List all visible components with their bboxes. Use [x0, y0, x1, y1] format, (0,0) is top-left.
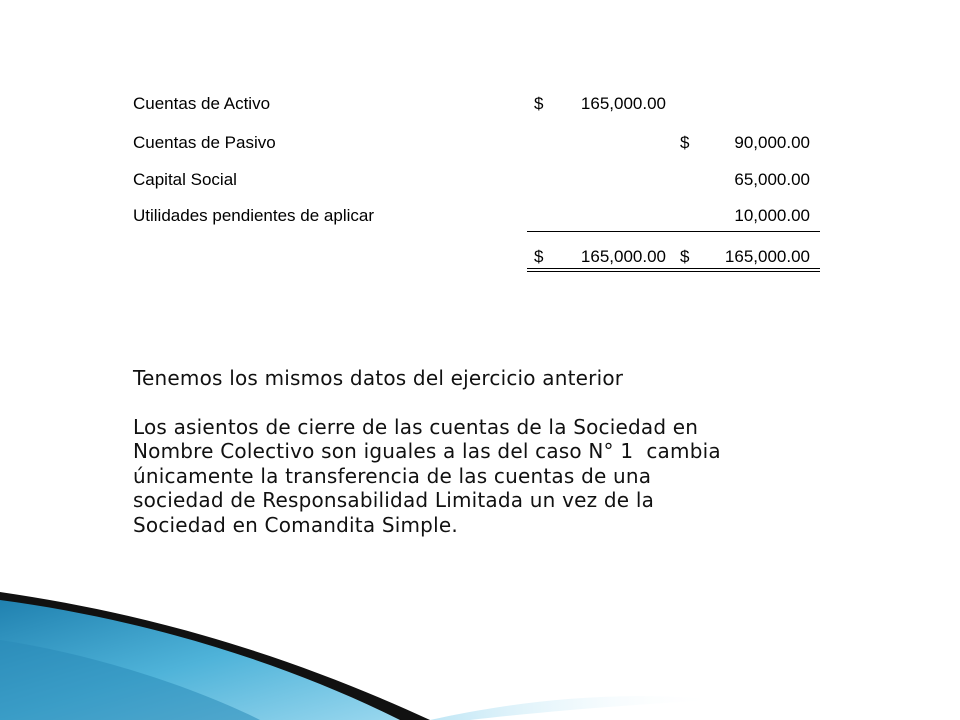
notes-line-1: Los asientos de cierre de las cuentas de la Sociedad en: [133, 414, 699, 439]
notes-line-4: sociedad de Responsabilidad Limitada un vez de la: [133, 488, 655, 512]
notes-line-2: Nombre Colectivo son iguales a las del caso N° 1 cambia: [133, 439, 721, 463]
credit-amount: 10,000.00: [734, 206, 810, 225]
row-label-activo: Cuentas de Activo: [133, 94, 271, 113]
total-credit-amount: 165,000.00: [724, 247, 810, 266]
row-label-utilidades: Utilidades pendientes de aplicar: [133, 206, 374, 225]
currency-symbol: $: [680, 133, 690, 152]
total-debit-amount: 165,000.00: [580, 247, 666, 266]
currency-symbol: $: [534, 94, 544, 113]
notes-line-5: Sociedad en Comandita Simple.: [133, 512, 458, 537]
notes-paragraph-1: Tenemos los mismos datos del ejercicio anterior: [133, 366, 624, 390]
debit-amount: 165,000.00: [580, 94, 666, 113]
notes-line-3: únicamente la transferencia de las cuentas de una: [133, 463, 652, 488]
row-label-pasivo: Cuentas de Pasivo: [133, 133, 276, 152]
credit-amount: 90,000.00: [734, 133, 810, 152]
currency-symbol: $: [680, 247, 690, 266]
currency-symbol: $: [534, 247, 544, 266]
credit-amount: 65,000.00: [734, 170, 810, 189]
row-label-capital: Capital Social: [133, 170, 237, 189]
swoosh-light-tail: [430, 696, 720, 720]
